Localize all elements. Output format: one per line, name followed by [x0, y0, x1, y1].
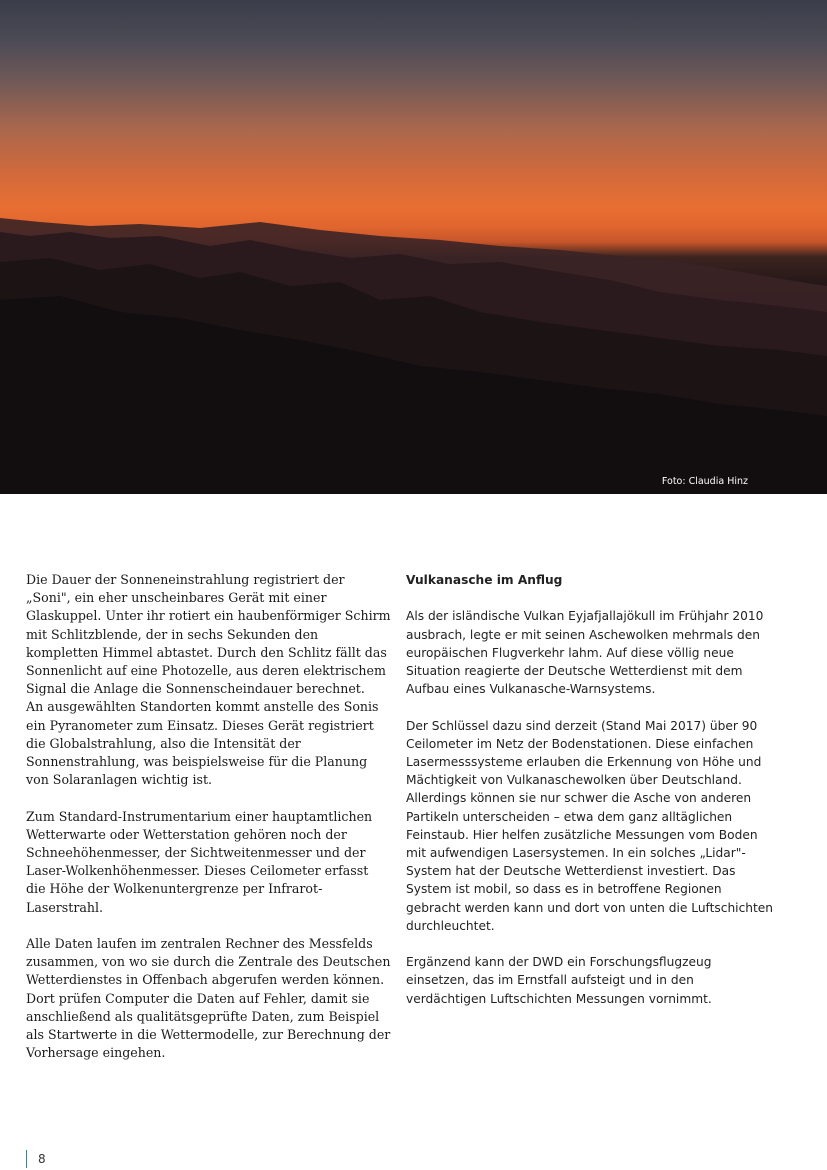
sunset-mountain-photo: [0, 0, 827, 494]
paragraph-pyranometer: An ausgewählten Standorten kommt anstelle des Sonis ein Pyranometer zum Einsatz. Dieses Gerät registriert die Globalstrahlung, also die Intensität der Sonnenstrahlung, was beispielsweise für die Planung von Solaranlagen wichtig ist.: [26, 699, 379, 788]
photo-credit: Foto: Claudia Hinz: [661, 476, 748, 487]
section-heading: Vulkanasche im Anflug: [406, 573, 563, 587]
paragraph-daten: Alle Daten laufen im zentralen Rechner des Messfelds zusammen, von wo sie durch die Zentrale des Deutschen Wetterdienstes in Offenbach abgerufen werden können. Dort prüfen Computer die Daten auf Fehler, damit sie anschließend als qualitätsgeprüfte Daten, zum Beispiel als Startwerte in die Wettermodelle, zur Berechnung der Vorhersage eingehen.: [26, 936, 391, 1061]
right-text-column: [406, 571, 776, 1026]
paragraph-instrumentarium: Zum Standard-Instrumentarium einer hauptamtlichen Wetterwarte oder Wetterstation gehören noch der Schneehöhenmesser, der Sichtweitenmesser und der Laser-Wolkenhöhenmesser. Dieses Ceilometer erfasst die Höhe der Wolkenuntergrenze per Infrarot-Laserstrahl.: [26, 808, 373, 915]
page-number: 8: [26, 1150, 46, 1168]
paragraph-soni: Die Dauer der Sonneneinstrahlung registriert der „Soni", ein eher unscheinbares Gerät mit einer Glaskuppel. Unter ihr rotiert ein haubenförmiger Schirm mit Schlitzblende, der in sechs Sekunden den kompletten Himmel abtastet. Durch den Schlitz fällt das Sonnenlicht auf eine Photozelle, aus deren elektrischem Signal die Anlage die Sonnenscheindauer berechnet.: [26, 572, 391, 697]
mountain-silhouettes: [0, 0, 827, 494]
paragraph-forschungsflugzeug: Ergänzend kann der DWD ein Forschungsflugzeug einsetzen, das im Ernstfall aufsteigt und in den verdächtigen Luftschichten Messungen vornimmt.: [406, 955, 712, 1006]
paragraph-eyjafjallajokull: Als der isländische Vulkan Eyjafjallajökull im Frühjahr 2010 ausbrach, legte er mit seinen Aschewolken mehrmals den europäischen Flugverkehr lahm. Auf diese völlig neue Situation reagierte der Deutsche Wetterdienst mit dem Aufbau eines Vulkanasche-Warnsystems.: [406, 609, 764, 697]
paragraph-ceilometer: Der Schlüssel dazu sind derzeit (Stand Mai 2017) über 90 Ceilometer im Netz der Bodenstationen. Diese einfachen Lasermesssysteme erlauben die Erkennung von Höhe und Mächtigkeit von Vulkanaschewolken über Deutschland. Allerdings können sie nur schwer die Asche von anderen Partikeln unterscheiden – etwa dem ganz alltäglichen Feinstaub. Hier helfen zusätzliche Messungen vom Boden mit aufwendigen Lasersystemen. In ein solches „Lidar"-System hat der Deutsche Wetterdienst investiert. Das System ist mobil, so dass es in betroffene Regionen gebracht werden kann und dort von unten die Luftschichten durchleuchtet.: [406, 718, 773, 933]
left-text-column: [26, 571, 391, 1081]
